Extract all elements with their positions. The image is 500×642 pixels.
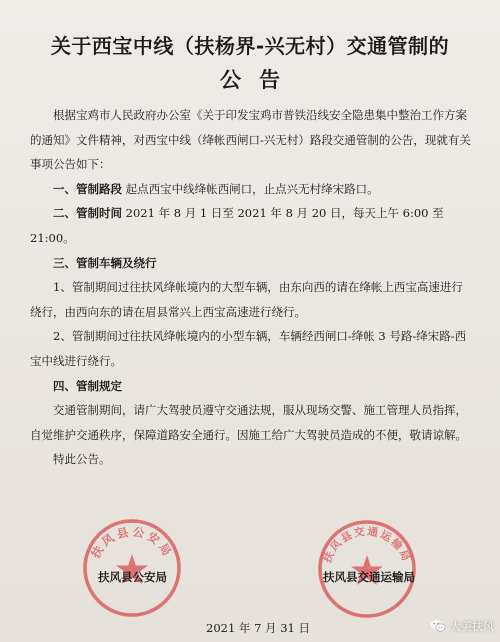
police-bureau-seal <box>80 516 184 620</box>
section-4-text: 交通管制期间，请广大驾驶员遵守交通法规，服从现场交警、施工管理人员指挥，自觉维护交通秩序，保障道路安全通行。因施工给广大驾驶员造成的不便，敬请谅解。 <box>30 403 467 442</box>
intro-paragraph: 根据宝鸡市人民政府办公室《关于印发宝鸡市普铁沿线安全隐患集中整治工作方案的通知》文件精神，对西宝中线（绛帐西闸口-兴无村）路段交通管制的公告，现就有关事项公告如下： <box>30 108 471 172</box>
section-heading: 一、管制路段 <box>53 181 122 196</box>
wechat-icon <box>430 618 446 634</box>
section-3-item-1: 1、管制期间过往扶风绛帐境内的大型车辆，由东向西的请在绛帐上西宝高速进行绕行，由西向东的请在眉县常兴上西宝高速进行绕行。 <box>30 280 463 319</box>
signatory-transport-bureau: 扶风县交通运输局 <box>323 570 415 584</box>
section-heading: 二、管制时间 <box>53 206 122 221</box>
notice-heading: 公告 <box>220 68 298 92</box>
section-2 <box>30 201 472 250</box>
watermark-text: 大美扶风 <box>450 620 494 633</box>
closing-text: 特此公告。 <box>53 452 111 467</box>
section-heading: 四、管制规定 <box>53 378 122 393</box>
signatory-police-bureau: 扶风县公安局 <box>98 570 167 584</box>
section-4 <box>30 374 472 399</box>
notice-body <box>30 103 472 472</box>
seal-text: 扶风县交通运输局 <box>321 525 413 565</box>
notice-date: 2021 年 7 月 31 日 <box>206 621 310 635</box>
seal-text: 扶风县公安局 <box>88 524 176 561</box>
section-3-item-2: 2、管制期间过往扶风绛帐境内的小型车辆，车辆经西闸口-绛帐 3 号路-绛宋路-西宝中线进行绕行。 <box>30 329 467 368</box>
section-3 <box>30 251 472 276</box>
section-text: 起点西宝中线绛帐西闸口，止点兴无村绛宋路口。 <box>125 181 379 196</box>
notice-title: 关于西宝中线（扶杨界-兴无村）交通管制的 <box>50 34 450 58</box>
section-heading: 三、管制车辆及绕行 <box>53 255 157 270</box>
section-1 <box>30 177 472 202</box>
source-watermark <box>430 618 494 634</box>
section-text: 2021 年 8 月 1 日至 2021 年 8 月 20 日，每天上午 6:00 至 21:00。 <box>30 206 444 245</box>
